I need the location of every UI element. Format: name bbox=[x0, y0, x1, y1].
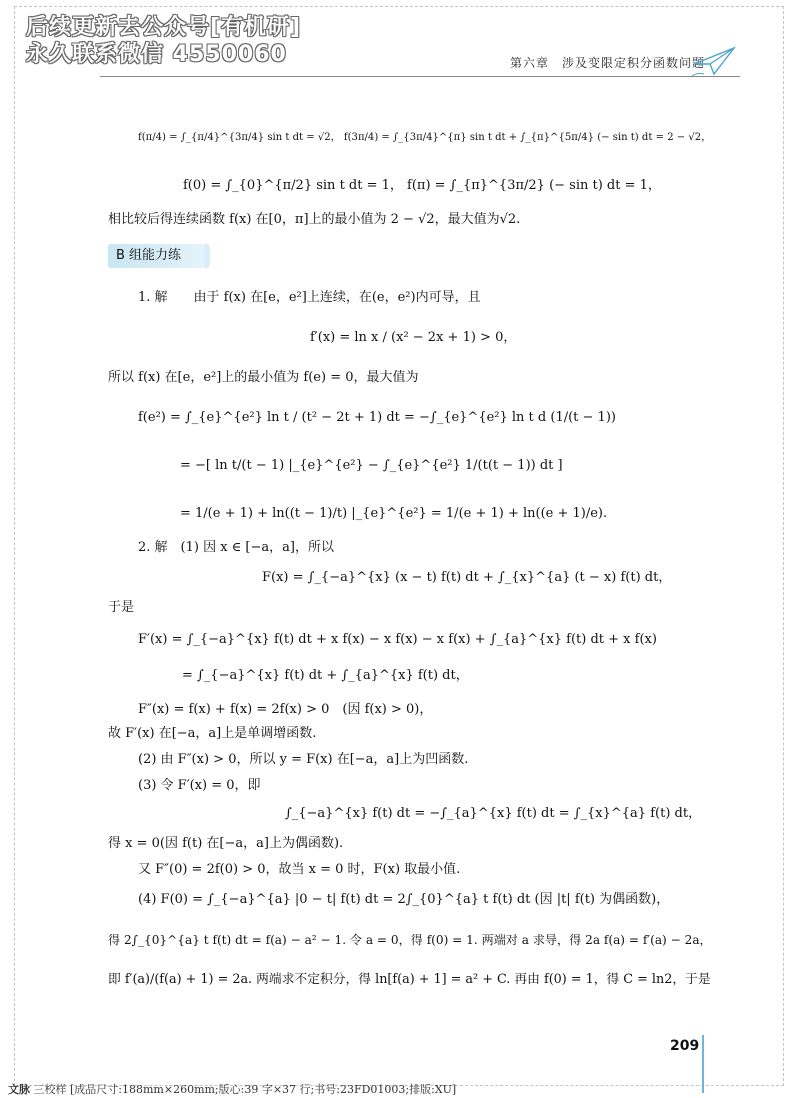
text-line: 1. 解 由于 f(x) 在[e，e²]上连续，在(e，e²)内可导，且 bbox=[138, 290, 481, 305]
footer-info: 三校样 [成品尺寸:188mm×260mm;版心:39 字×37 行;书号:23FD01003;排版:XU] bbox=[33, 1083, 457, 1096]
text-line: 所以 f(x) 在[e，e²]上的最小值为 f(e) = 0，最大值为 bbox=[108, 370, 419, 385]
text-line: f(e²) = ∫_{e}^{e²} ln t / (t² − 2t + 1) dt = −∫_{e}^{e²} ln t d (1/(t − 1)) bbox=[138, 410, 616, 425]
text-line: 得 2∫_{0}^{a} t f(t) dt = f(a) − a² − 1. 令 a = 0，得 f(0) = 1. 两端对 a 求导，得 2a f(a) = f′(a) − 2a， bbox=[108, 933, 712, 947]
margin-accent-line bbox=[702, 1035, 704, 1093]
text-line: f(0) = ∫_{0}^{π/2} sin t dt = 1， f(π) = ∫_{π}^{3π/2} (− sin t) dt = 1， bbox=[183, 178, 661, 193]
header-rule bbox=[100, 76, 740, 77]
text-line: 故 F′(x) 在[−a，a]上是单调增函数. bbox=[108, 726, 317, 741]
text-line: 又 F″(0) = 2f(0) > 0，故当 x = 0 时，F(x) 取最小值. bbox=[138, 862, 461, 877]
print-footer bbox=[8, 1081, 456, 1097]
page-number: 209 bbox=[670, 1038, 700, 1054]
watermark-line1: 后续更新去公众号[有机研] bbox=[26, 15, 302, 40]
text-line: (3) 令 F′(x) = 0，即 bbox=[138, 778, 261, 793]
text-line: 得 x = 0(因 f(t) 在[−a，a]上为偶函数). bbox=[108, 836, 344, 851]
text-line: 于是 bbox=[108, 600, 135, 615]
text-line: F′(x) = ∫_{−a}^{x} f(t) dt + x f(x) − x f(x) − x f(x) + ∫_{a}^{x} f(t) dt + x f(x) bbox=[138, 632, 657, 647]
page-border bbox=[14, 6, 784, 1086]
text-line: ∫_{−a}^{x} f(t) dt = −∫_{a}^{x} f(t) dt = ∫_{x}^{a} f(t) dt， bbox=[285, 806, 702, 821]
text-line: 即 f′(a)/(f(a) + 1) = 2a. 两端求不定积分，得 ln[f(a) + 1] = a² + C. 再由 f(0) = 1，得 C = ln2，于是 bbox=[108, 972, 711, 987]
text-line: 2. 解 (1) 因 x ∈ [−a，a]，所以 bbox=[138, 540, 334, 555]
text-line: 相比较后得连续函数 f(x) 在[0，π]上的最小值为 2 − √2，最大值为√2. bbox=[108, 212, 521, 227]
text-line: F(x) = ∫_{−a}^{x} (x − t) f(t) dt + ∫_{x}^{a} (t − x) f(t) dt， bbox=[262, 570, 672, 585]
text-line: (2) 由 F″(x) > 0，所以 y = F(x) 在[−a，a]上为凹函数. bbox=[138, 752, 469, 767]
watermark-line2: 永久联系微信 4550060 bbox=[26, 42, 287, 67]
text-line: = −[ ln t/(t − 1) |_{e}^{e²} − ∫_{e}^{e²} 1/(t(t − 1)) dt ] bbox=[180, 458, 563, 473]
text-line: F″(x) = f(x) + f(x) = 2f(x) > 0 (因 f(x) > 0)， bbox=[138, 702, 433, 717]
section-badge: B 组能力练 bbox=[108, 244, 204, 268]
chapter-header: 第六章 涉及变限定积分函数问题 bbox=[510, 56, 706, 70]
text-line: = 1/(e + 1) + ln((t − 1)/t) |_{e}^{e²} = 1/(e + 1) + ln((e + 1)/e). bbox=[180, 506, 608, 521]
text-line: f(π/4) = ∫_{π/4}^{3π/4} sin t dt = √2， f(3π/4) = ∫_{3π/4}^{π} sin t dt + ∫_{π}^{5π/4} (− sin t) dt = 2 − √2， bbox=[138, 132, 712, 143]
text-line: f′(x) = ln x / (x² − 2x + 1) > 0， bbox=[310, 330, 517, 345]
text-line: (4) F(0) = ∫_{−a}^{a} |0 − t| f(t) dt = 2∫_{0}^{a} t f(t) dt (因 |t| f(t) 为偶函数)， bbox=[138, 892, 670, 907]
footer-brand: 文脉 bbox=[8, 1083, 30, 1096]
text-line: = ∫_{−a}^{x} f(t) dt + ∫_{a}^{x} f(t) dt， bbox=[182, 668, 469, 683]
paper-plane-icon bbox=[690, 44, 738, 80]
